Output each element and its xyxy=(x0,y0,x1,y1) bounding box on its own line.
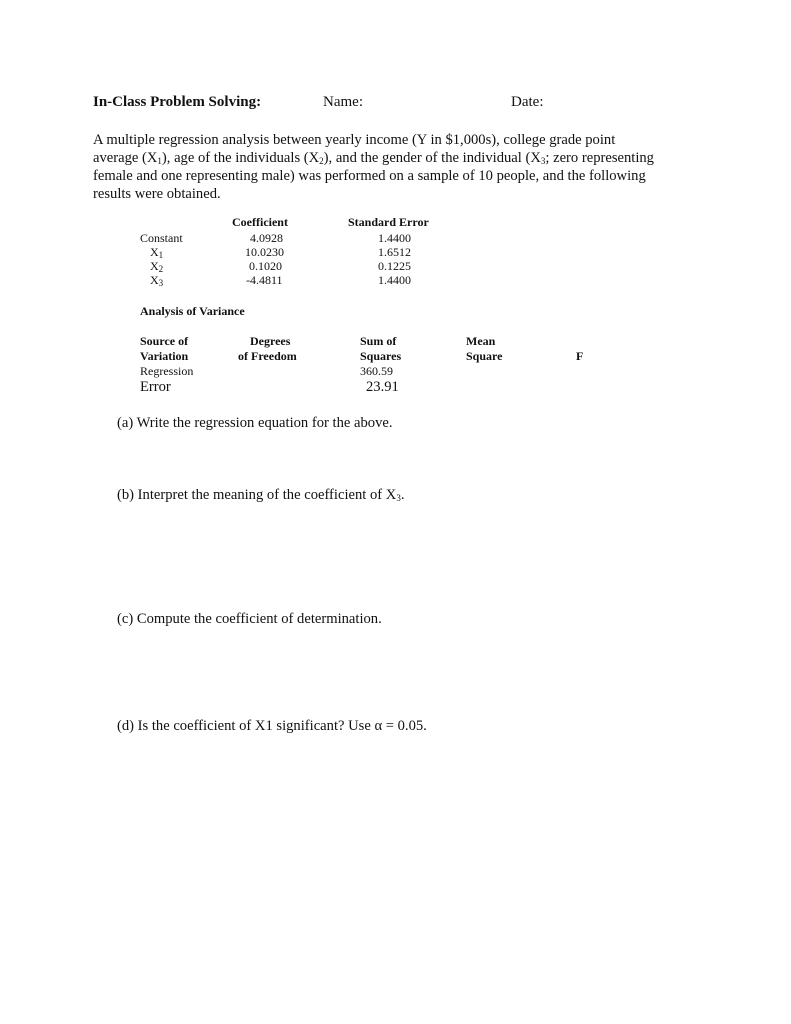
standard-error-header: Standard Error xyxy=(348,215,429,229)
coef-x3: -4.4811 xyxy=(246,273,283,287)
problem-line-1: A multiple regression analysis between yearly income (Y in $1,000s), college grade point xyxy=(93,132,616,148)
anova-df-header-1: Degrees xyxy=(250,334,291,348)
coefficient-header: Coefficient xyxy=(232,215,288,229)
anova-f-header: F xyxy=(576,349,584,363)
anova-ss-header-1: Sum of xyxy=(360,334,397,348)
row-label-x3: $X_3$ xyxy=(150,273,164,288)
anova-source-header-2: Variation xyxy=(140,349,189,363)
anova-error-ss: 23.91 xyxy=(366,379,399,395)
problem-line-3: female and one representing male) was performed on a sample of 10 people, and the following xyxy=(93,168,646,184)
anova-ms-header-2: Square xyxy=(466,349,503,363)
problem-line-4: results were obtained. xyxy=(93,186,221,202)
question-d: (d) Is the coefficient of X1 significant? Use α = 0.05. xyxy=(117,718,427,734)
problem-line-2: average $(X_1)$, age of the individuals $(X_2)$, and the gender of the individual ($X_3$; zero representing xyxy=(93,150,654,166)
se-x2: 0.1225 xyxy=(378,259,411,273)
question-a: (a) Write the regression equation for the above. xyxy=(117,415,393,431)
se-x3: 1.4400 xyxy=(378,273,411,287)
worksheet-title: In-Class Problem Solving: xyxy=(93,94,262,110)
question-c: (c) Compute the coefficient of determination. xyxy=(117,611,382,627)
row-label-x1: $X_1$ xyxy=(150,245,164,260)
anova-source-header-1: Source of xyxy=(140,334,189,348)
row-label-x2: $X_2$ xyxy=(150,259,164,274)
question-b: (b) Interpret the meaning of the coefficient of $X_3$. xyxy=(117,487,405,503)
coef-x1: 10.0230 xyxy=(245,245,284,259)
se-constant: 1.4400 xyxy=(378,231,411,245)
anova-row-error: Error xyxy=(140,379,171,395)
row-label-constant: Constant xyxy=(140,231,183,245)
anova-title: Analysis of Variance xyxy=(140,304,245,318)
anova-ms-header-1: Mean xyxy=(466,334,496,348)
coef-x2: 0.1020 xyxy=(249,259,282,273)
anova-df-header-2: of Freedom xyxy=(238,349,297,363)
name-label: Name: xyxy=(323,94,363,110)
anova-regression-ss: 360.59 xyxy=(360,364,393,378)
se-x1: 1.6512 xyxy=(378,245,411,259)
coef-constant: 4.0928 xyxy=(250,231,283,245)
problem-statement xyxy=(93,131,713,203)
date-label: Date: xyxy=(511,94,544,110)
anova-row-regression: Regression xyxy=(140,364,194,378)
anova-ss-header-2: Squares xyxy=(360,349,402,363)
